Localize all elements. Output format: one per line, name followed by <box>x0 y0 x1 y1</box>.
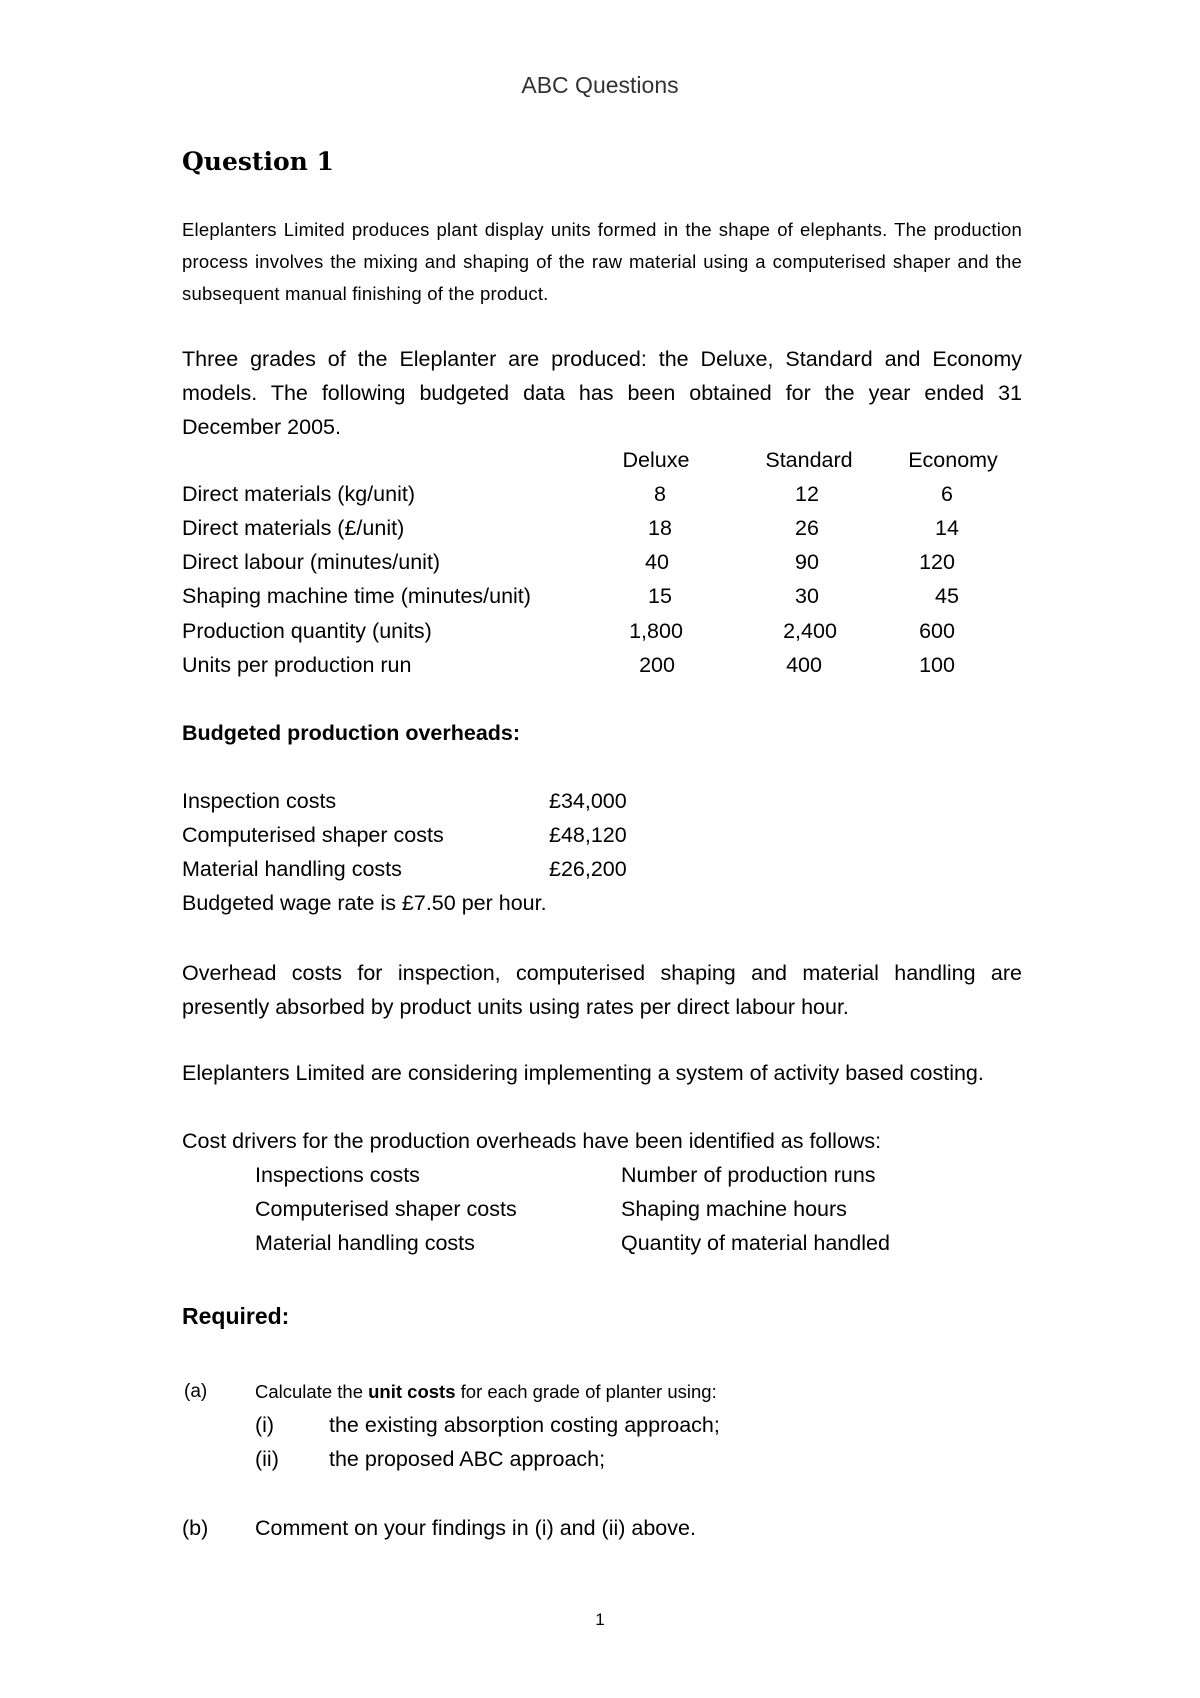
part-i-label: (i) <box>255 1413 275 1437</box>
table-cell: 30 <box>795 584 819 608</box>
table-cell: 1,800 <box>629 619 683 643</box>
table-cell: 90 <box>795 550 819 574</box>
driver-cost: Computerised shaper costs <box>255 1197 517 1221</box>
part-ii-label: (ii) <box>255 1447 279 1471</box>
required-heading: Required: <box>182 1303 290 1329</box>
intro-paragraph: Eleplanters Limited produces plant display units formed in the shape of elephants. The production process involves the mixing and shaping of the raw material using a computerised shaper and the subsequent manual finishing of the product. <box>182 219 1022 304</box>
table-cell: 8 <box>654 482 666 506</box>
absorption-paragraph: Overhead costs for inspection, computerised shaping and material handling are presently absorbed by product units using rates per direct labour hour. <box>182 961 1022 1019</box>
table-cell: 14 <box>935 516 959 540</box>
table-row-label: Units per production run <box>182 653 412 677</box>
table-cell: 200 <box>639 653 675 677</box>
driver-name: Quantity of material handled <box>621 1231 890 1255</box>
column-header-economy: Economy <box>908 448 998 472</box>
table-cell: 40 <box>645 550 669 574</box>
wage-note: Budgeted wage rate is £7.50 per hour. <box>182 891 547 915</box>
overhead-label: Computerised shaper costs <box>182 823 444 847</box>
table-cell: 2,400 <box>783 619 837 643</box>
table-cell: 26 <box>795 516 819 540</box>
part-b-text: Comment on your findings in (i) and (ii) above. <box>255 1516 696 1540</box>
page-number: 1 <box>595 1610 605 1629</box>
driver-cost: Material handling costs <box>255 1231 475 1255</box>
overheads-heading: Budgeted production overheads: <box>182 721 521 745</box>
table-cell: 45 <box>935 584 959 608</box>
table-row-label: Shaping machine time (minutes/unit) <box>182 584 531 608</box>
part-i-text: the existing absorption costing approach; <box>329 1413 720 1437</box>
driver-name: Number of production runs <box>621 1163 876 1187</box>
table-cell: 400 <box>786 653 822 677</box>
driver-name: Shaping machine hours <box>621 1197 847 1221</box>
grades-paragraph: Three grades of the Eleplanter are produced: the Deluxe, Standard and Economy models. The following budgeted data has been obtained for the year ended 31 December 2005. <box>182 347 1022 439</box>
table-cell: 12 <box>795 482 819 506</box>
overhead-label: Inspection costs <box>182 789 337 813</box>
column-header-deluxe: Deluxe <box>622 448 690 472</box>
overhead-value: £48,120 <box>549 823 627 847</box>
part-b-label: (b) <box>182 1516 209 1540</box>
table-row-label: Production quantity (units) <box>182 619 432 643</box>
table-cell: 6 <box>941 482 953 506</box>
table-cell: 120 <box>919 550 955 574</box>
table-cell: 15 <box>648 584 672 608</box>
overhead-value: £34,000 <box>549 789 627 813</box>
table-row-label: Direct materials (£/unit) <box>182 516 405 540</box>
part-a-text: Calculate the unit costs for each grade of planter using: <box>255 1381 717 1402</box>
table-cell: 18 <box>648 516 672 540</box>
column-header-standard: Standard <box>765 448 853 472</box>
abc-paragraph: Eleplanters Limited are considering implementing a system of activity based costing. <box>182 1061 984 1085</box>
driver-cost: Inspections costs <box>255 1163 420 1187</box>
table-row-label: Direct materials (kg/unit) <box>182 482 415 506</box>
overhead-label: Material handling costs <box>182 857 402 881</box>
table-row-label: Direct labour (minutes/unit) <box>182 550 441 574</box>
table-cell: 100 <box>919 653 955 677</box>
part-a-label: (a) <box>184 1381 208 1402</box>
overhead-value: £26,200 <box>549 857 627 881</box>
part-ii-text: the proposed ABC approach; <box>329 1447 606 1471</box>
table-cell: 600 <box>919 619 955 643</box>
page-header: ABC Questions <box>521 72 679 98</box>
drivers-intro: Cost drivers for the production overheads have been identified as follows: <box>182 1129 882 1153</box>
question-title: Question 1 <box>182 147 334 176</box>
